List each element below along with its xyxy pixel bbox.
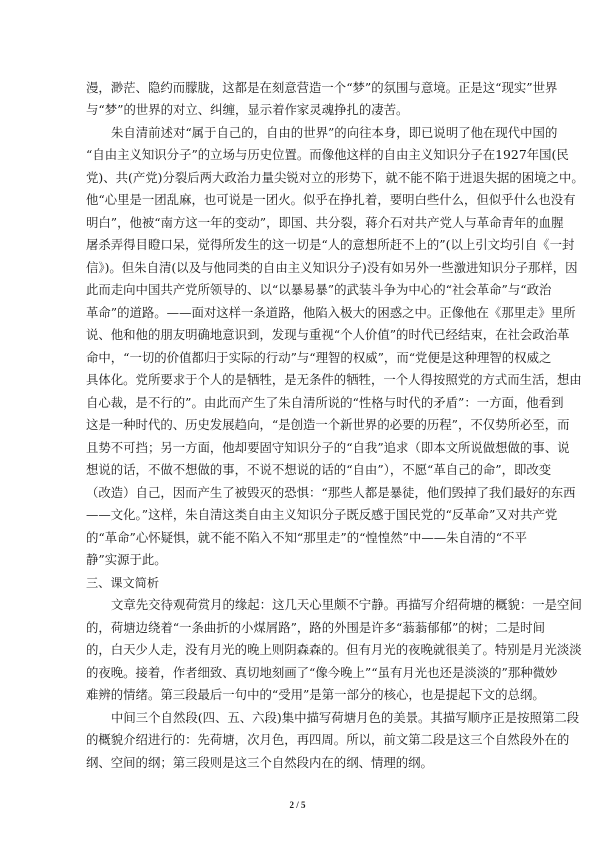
paragraph-line: 的夜晚。接着，作者细致、真切地刻画了“像今晚上”“虽有月光也还是淡淡的”那种微妙: [86, 665, 558, 680]
paragraph-line: 屠杀弄得目瞪口呆，觉得所发生的这一切是“人的意想所赶不上的”(以上引文均引自《一封: [86, 237, 575, 252]
page-number: 2 / 5: [289, 800, 306, 810]
paragraph-line: 静”实源于此。: [86, 552, 167, 567]
paragraph-line: ——文化。”这样，朱自清这类自由主义知识分子既反感于国民党的“反革命”又对共产党: [86, 507, 558, 522]
paragraph-line: 具体化。党所要求于个人的是牺牲，是无条件的牺牲，一个人得按照党的方式而生活，想由: [86, 372, 582, 387]
paragraph-line: 说、他和他的朋友明确地意识到，发现与重视“个人价值”的时代已经结束，在社会政治革: [86, 327, 570, 342]
paragraph-line: “自由主义知识分子”的立场与历史位置。而像他这样的自由主义知识分子在1927年国(民: [86, 147, 569, 162]
paragraph-line: 自心裁，是不行的”。由此而产生了朱自清所说的“性格与时代的矛盾”：一方面，他看到: [86, 395, 564, 410]
paragraph-line: 漫，渺茫、隐约而朦胧，这都是在刻意营造一个“梦”的氛围与意境。正是这“现实”世界: [86, 80, 558, 95]
paragraph-line: 革命”的道路。——面对这样一条道路，他陷入极大的困惑之中。正像他在《那里走》里所: [86, 305, 576, 320]
paragraph-line: 明白”，他被“南方这一年的变动”，即国、共分裂，蒋介石对共产党人与革命青年的血腥: [86, 215, 564, 230]
paragraph-line: 文章先交待观荷赏月的缘起：这几天心里颇不宁静。再描写介绍荷塘的概貌：一是空间: [111, 597, 582, 612]
paragraph-line: 的，荷塘边绕着“一条曲折的小煤屑路”，路的外围是许多“蓊蓊郁郁”的树；二是时间: [86, 620, 546, 635]
paragraph-line: 难辨的情绪。第三段最后一句中的“受用”是第一部分的核心，也是提起下文的总纲。: [86, 687, 545, 702]
paragraph-line: 信》)。但朱自清(以及与他同类的自由主义知识分子)没有如另外一些激进知识分子那样，因: [86, 260, 578, 275]
paragraph-line: 纲、空间的纲；第三段则是这三个自然段内在的纲、情理的纲。: [86, 755, 433, 770]
paragraph-line: 的概貌介绍进行的：先荷塘，次月色，再四周。所以，前文第二段是这三个自然段外在的: [86, 732, 570, 747]
paragraph-line: （改造）自己，因而产生了被毁灭的恐惧：“那些人都是暴徒，他们毁掉了我们最好的东西: [86, 485, 576, 500]
paragraph-line: 他“心里是一团乱麻，也可说是一团火。似乎在挣扎着，要明白些什么，但似乎什么也没有: [86, 192, 576, 207]
paragraph-line: 与“梦”的世界的对立、纠缠，显示着作家灵魂挣扎的凄苦。: [86, 102, 409, 117]
paragraph-line: 朱自清前述对“属于自己的，自由的世界”的向往本身，即已说明了他在现代中国的: [111, 125, 558, 140]
paragraph-line: 命中，“一切的价值都归于实际的行动”与“理智的权威”，而“党便是这种理智的权威之: [86, 350, 552, 365]
paragraph-line: 这是一种时代的、历史发展趋向，“是创造一个新世界的必要的历程”，不仅势所必至，而: [86, 417, 570, 432]
section-heading: 三、课文简析: [86, 576, 160, 590]
paragraph-line: 且势不可挡；另一方面，他却要固守知识分子的“自我”追求（即本文所说做想做的事、说: [86, 440, 570, 455]
paragraph-line: 想说的话，不做不想做的事，不说不想说的话的“自由”），不愿“革自己的命”，即改变: [86, 462, 552, 477]
paragraph-line: 中间三个自然段(四、五、六段)集中描写荷塘月色的美景。其描写顺序正是按照第二段: [111, 710, 580, 725]
paragraph-line: 的，白天少人走，没有月光的晚上则阴森森的。但有月光的夜晚就很美了。特别是月光淡淡: [86, 642, 582, 657]
paragraph-line: 此而走向中国共产党所领导的、以“以暴易暴”的武装斗争为中心的“社会革命”与“政治: [86, 282, 552, 297]
paragraph-line: 的“革命”心怀疑惧，就不能不陷入不知“那里走”的“惶惶然”中——朱自清的“不平: [86, 530, 527, 545]
paragraph-line: 党)、共(产党)分裂后两大政治力量尖锐对立的形势下，就不能不陷于进退失据的困境之中。: [86, 170, 584, 185]
